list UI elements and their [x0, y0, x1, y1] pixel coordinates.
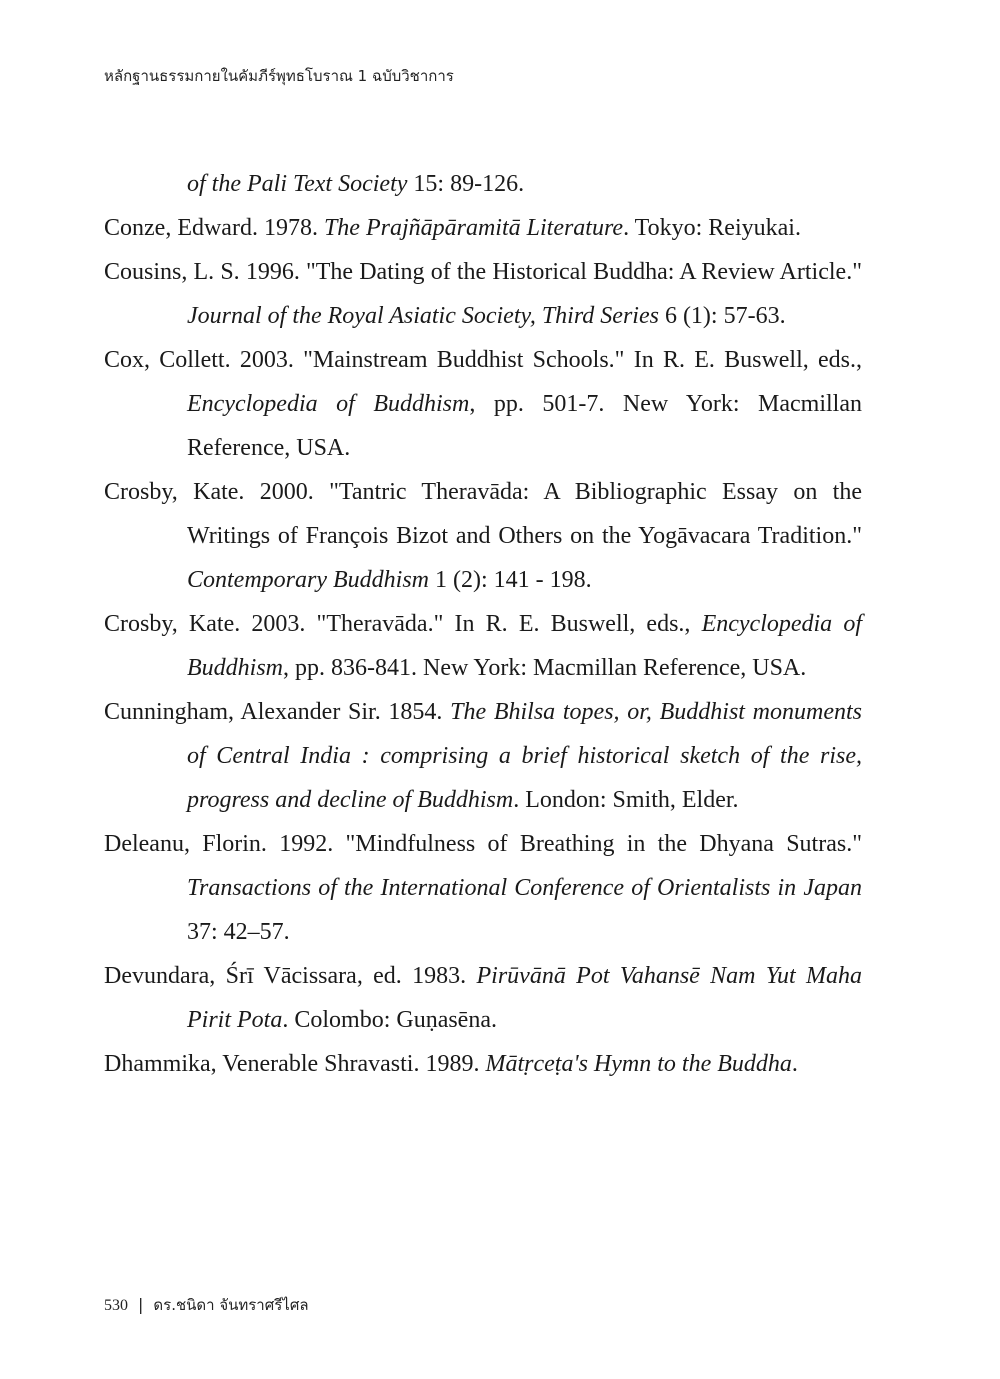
reference-entry: [104, 206, 862, 250]
reference-text: Cox, Collett. 2003. "Mainstream Buddhist Schools." In R. E. Buswell, eds.,: [104, 347, 862, 373]
reference-text: Dhammika, Venerable Shravasti. 1989.: [104, 1051, 486, 1077]
reference-text: . Colombo: Guṇasēna.: [282, 1007, 497, 1033]
reference-entry: [104, 162, 862, 206]
reference-title: Mātṛceṭa's Hymn to the Buddha: [485, 1051, 792, 1077]
reference-text: Crosby, Kate. 2003. "Theravāda." In R. E. Buswell, eds.,: [104, 611, 702, 637]
reference-text: 1 (2): 141 - 198.: [429, 567, 592, 593]
reference-title: The Bhilsa topes, or, Buddhist monuments of Central India : comprising a brief historical sketch of the rise, progress and decline of Buddhism: [187, 699, 862, 813]
running-header: หลักฐานธรรมกายในคัมภีร์พุทธโบราณ 1 ฉบับวิชาการ: [104, 67, 454, 85]
reference-title: Transactions of the International Conference of Orientalists in Japan: [187, 875, 862, 901]
reference-text: Cousins, L. S. 1996. "The Dating of the Historical Buddha: A Review Article.": [104, 259, 862, 285]
reference-title: Encyclopedia of Buddhism: [187, 391, 470, 417]
page-footer: [104, 1293, 309, 1317]
reference-list: [104, 162, 862, 1086]
reference-title: Journal of the Royal Asiatic Society, Third Series: [187, 303, 659, 329]
reference-text: 37: 42–57.: [187, 919, 290, 945]
reference-title: Pirūvānā Pot Vahansē Nam Yut Maha Pirit Pota: [187, 963, 862, 1033]
page-number: 530: [104, 1297, 128, 1314]
reference-title: Contemporary Buddhism: [187, 567, 429, 593]
reference-entry: [104, 1042, 862, 1086]
reference-text: Cunningham, Alexander Sir. 1854.: [104, 699, 451, 725]
reference-text: .: [791, 1051, 798, 1077]
reference-entry: [104, 954, 862, 1042]
reference-text: Crosby, Kate. 2000. "Tantric Theravāda: A Bibliographic Essay on the Writings of François Bizot and Others on the Yogāvacara Tradition.": [104, 479, 862, 549]
reference-text: Deleanu, Florin. 1992. "Mindfulness of Breathing in the Dhyana Sutras.": [104, 831, 862, 857]
reference-text: Devundara, Śrī Vācissara, ed. 1983.: [104, 963, 477, 989]
reference-title: Encyclopedia of Buddhism: [187, 611, 862, 681]
reference-entry: [104, 690, 862, 822]
reference-title: of the Pali Text Society: [187, 171, 408, 197]
reference-text: 15: 89-126.: [407, 171, 525, 197]
reference-text: , pp. 501-7. New York: Macmillan Reference, USA.: [187, 391, 862, 461]
reference-text: , pp. 836-841. New York: Macmillan Reference, USA.: [283, 655, 807, 681]
reference-title: The Prajñāpāramitā Literature: [323, 215, 624, 241]
reference-text: Conze, Edward. 1978.: [104, 215, 324, 241]
footer-separator: |: [138, 1295, 144, 1314]
reference-text: 6 (1): 57-63.: [658, 303, 786, 329]
reference-entry: [104, 250, 862, 338]
reference-text: . Tokyo: Reiyukai.: [623, 215, 801, 241]
reference-entry: [104, 470, 862, 602]
footer-author: ดร.ชนิดา จันทราศรีไศล: [153, 1296, 309, 1314]
reference-entry: [104, 602, 862, 690]
reference-entry: [104, 822, 862, 954]
reference-text: . London: Smith, Elder.: [513, 787, 739, 813]
reference-entry: [104, 338, 862, 470]
